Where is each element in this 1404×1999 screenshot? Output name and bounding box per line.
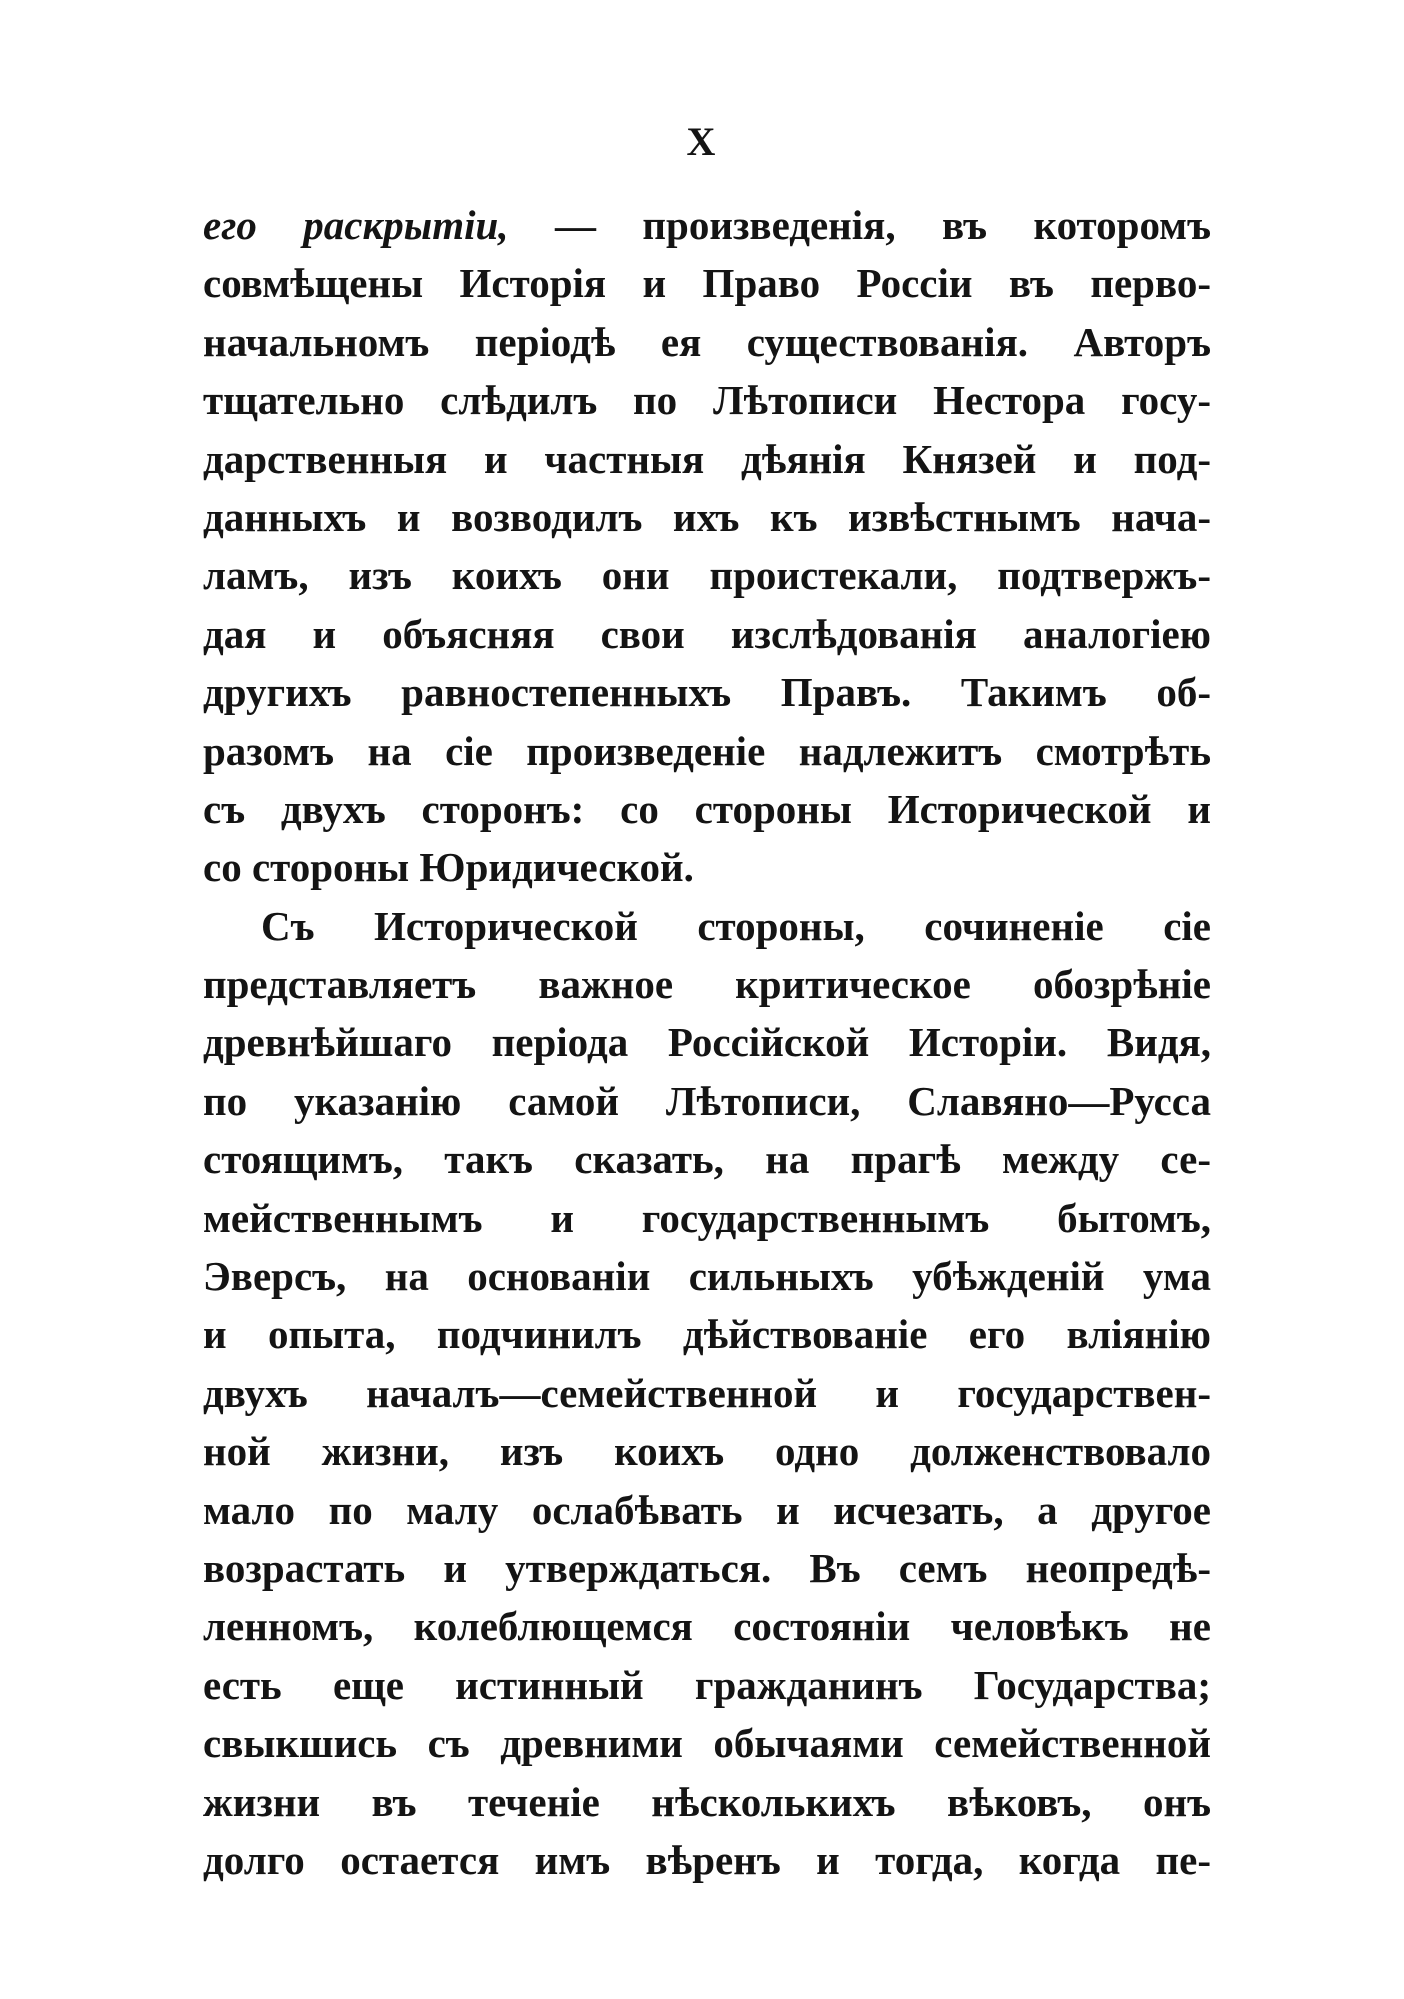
- text-line: ленномъ, колеблющемся состояніи человѣкъ не: [203, 1603, 1211, 1650]
- text-line: [203, 196, 1211, 254]
- text-line: дая и объясняя свои изслѣдованія аналогіею: [203, 610, 1211, 657]
- text-line: по указанію самой Лѣтописи, Славяно—Русса: [203, 1077, 1211, 1124]
- text-line: съ двухъ сторонъ: со стороны Исторической и: [203, 785, 1211, 832]
- text-line: разомъ на сіе произведеніе надлежитъ смотрѣть: [203, 727, 1211, 774]
- text-line: совмѣщены Исторія и Право Россіи въ перво-: [203, 260, 1211, 307]
- text-line: долго остается имъ вѣренъ и тогда, когда пе-: [203, 1836, 1211, 1883]
- text-line: жизни въ теченіе нѣсколькихъ вѣковъ, онъ: [203, 1778, 1211, 1825]
- text-line: Съ Исторической стороны, сочиненіе сіе: [261, 902, 1211, 949]
- line-continuation: — произведенія, въ которомъ: [508, 202, 1211, 248]
- text-line: ламъ, изъ коихъ они проистекали, подтвержъ-: [203, 552, 1211, 599]
- text-line: свыкшись съ древними обычаями семейственной: [203, 1720, 1211, 1767]
- text-line: стоящимъ, такъ сказать, на прагѣ между се-: [203, 1136, 1211, 1183]
- text-line: тщательно слѣдилъ по Лѣтописи Нестора госу-: [203, 377, 1211, 424]
- text-line: другихъ равностепенныхъ Правъ. Такимъ об-: [203, 669, 1211, 716]
- text-line: мейственнымъ и государственнымъ бытомъ,: [203, 1194, 1211, 1241]
- text-line: мало по малу ослабѣвать и исчезать, а другое: [203, 1486, 1211, 1533]
- text-line: древнѣйшаго періода Россійской Исторіи. Видя,: [203, 1019, 1211, 1066]
- text-line: со стороны Юридической.: [203, 844, 694, 891]
- text-line: данныхъ и возводилъ ихъ къ извѣстнымъ нача-: [203, 493, 1211, 540]
- text-line: и опыта, подчинилъ дѣйствованіе его вліянію: [203, 1311, 1211, 1358]
- text-line: представляетъ важное критическое обозрѣніе: [203, 961, 1211, 1008]
- text-line: начальномъ періодѣ ея существованія. Авторъ: [203, 318, 1211, 365]
- text-line: есть еще истинный гражданинъ Государства;: [203, 1661, 1211, 1708]
- body-text: [203, 196, 1211, 1889]
- text-line: дарственныя и частныя дѣянія Князей и под-: [203, 435, 1211, 482]
- italic-phrase: его раскрытіи,: [203, 202, 509, 248]
- text-line: Эверсъ, на основаніи сильныхъ убѣжденій ума: [203, 1253, 1211, 1300]
- text-line: ной жизни, изъ коихъ одно долженствовало: [203, 1428, 1211, 1475]
- text-line: двухъ началъ—семейственной и государствен-: [203, 1369, 1211, 1416]
- text-line: возрастать и утверждаться. Въ семъ неопредѣ-: [203, 1544, 1211, 1591]
- page-number: X: [686, 119, 718, 164]
